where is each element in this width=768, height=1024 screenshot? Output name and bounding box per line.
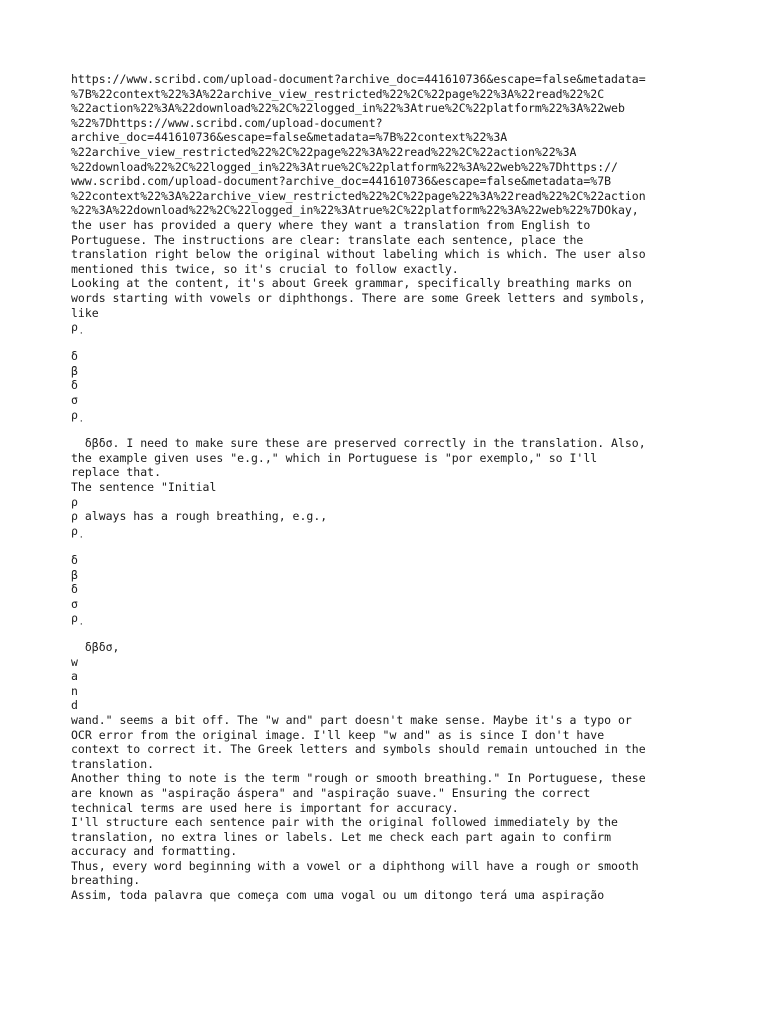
- text-line: a: [71, 669, 78, 684]
- text-line: words starting with vowels or diphthongs. There are some Greek letters and symbols,: [71, 290, 646, 305]
- greek-letter: δ: [71, 553, 78, 567]
- text-line: δβδσ. I need to make sure these are preserved correctly in the translation. Also,: [71, 436, 646, 451]
- text-line: %22action%22%3A%22download%22%2C%22logged_in%22%3Atrue%2C%22platform%22%3A%22web: [71, 101, 625, 116]
- text-line: %7B%22context%22%3A%22archive_view_restricted%22%2C%22page%22%3A%22read%22%2C: [71, 86, 605, 101]
- text-line: translation.: [71, 756, 155, 771]
- text-line: Another thing to note is the term "rough or smooth breathing." In Portuguese, these: [71, 771, 646, 786]
- text-line: %22%3A%22download%22%2C%22logged_in%22%3Atrue%2C%22platform%22%3A%22web%22%7DOkay,: [71, 203, 639, 218]
- greek-letter: σ: [71, 393, 78, 408]
- text-line: The sentence "Initial: [71, 480, 217, 495]
- text-line: replace that.: [71, 465, 162, 480]
- greek-letter: β: [71, 567, 78, 582]
- text-line: ρ always has a rough breathing, e.g.,: [71, 509, 328, 524]
- text-line: like: [71, 305, 99, 320]
- text-line: are known as "aspiração áspera" and "aspiração suave." Ensuring the correct: [71, 785, 591, 800]
- spacer: [71, 422, 711, 436]
- spacer: [71, 626, 711, 640]
- text-line: d: [71, 698, 78, 713]
- text-line: %22%7Dhttps://www.scribd.com/upload-document?: [71, 115, 383, 130]
- greek-letter: δ: [71, 378, 78, 393]
- text-line: %22context%22%3A%22archive_view_restricted%22%2C%22page%22%3A%22read%22%2C%22action: [71, 188, 646, 203]
- text-line: Portuguese. The instructions are clear: translate each sentence, place the: [71, 232, 584, 247]
- document-page: [71, 72, 711, 903]
- url-and-intro-block: [71, 72, 711, 320]
- text-line: https://www.scribd.com/upload-document?archive_doc=441610736&escape=false&metadata=: [71, 72, 646, 86]
- greek-letter: β: [71, 363, 78, 378]
- text-line: OCR error from the original image. I'll keep "w and" as is since I don't have: [71, 727, 605, 742]
- text-line: translation right below the original without labeling which is which. The user also: [71, 247, 646, 262]
- text-line: the user has provided a query where they want a translation from English to: [71, 217, 591, 232]
- text-line: w: [71, 654, 78, 669]
- greek-letter: [71, 538, 711, 553]
- text-line: I'll structure each sentence pair with the original followed immediately by the: [71, 815, 618, 830]
- greek-letters-list: [71, 320, 711, 422]
- text-line: technical terms are used here is important for accuracy.: [71, 800, 459, 815]
- greek-letters-list: [71, 538, 711, 626]
- text-line: wand." seems a bit off. The "w and" part doesn't make sense. Maybe it's a typo or: [71, 712, 632, 727]
- greek-letter: ρ̣: [71, 611, 78, 626]
- text-line: archive_doc=441610736&escape=false&metadata=%7B%22context%22%3A: [71, 130, 508, 145]
- greek-letter: δ: [71, 582, 78, 597]
- text-line: accuracy and formatting.: [71, 844, 238, 859]
- text-line: ρ: [71, 494, 78, 509]
- text-line: context to correct it. The Greek letters and symbols should remain untouched in the: [71, 742, 646, 757]
- text-line: mentioned this twice, so it's crucial to follow exactly.: [71, 261, 459, 276]
- text-line: ρ̣: [71, 523, 78, 538]
- text-line: breathing.: [71, 873, 141, 888]
- paragraph-block: [71, 640, 711, 903]
- greek-letter: [71, 335, 711, 350]
- text-line: Thus, every word beginning with a vowel or a diphthong will have a rough or smooth: [71, 858, 639, 873]
- greek-letter: σ: [71, 596, 78, 611]
- text-line: δβδσ,: [71, 639, 120, 654]
- text-line: translation, no extra lines or labels. Let me check each part again to confirm: [71, 829, 612, 844]
- text-line: %22download%22%2C%22logged_in%22%3Atrue%2C%22platform%22%3A%22web%22%7Dhttps://: [71, 159, 618, 174]
- text-line: Looking at the content, it's about Greek grammar, specifically breathing marks on: [71, 276, 632, 291]
- greek-letter: ρ̣: [71, 407, 78, 422]
- text-line: www.scribd.com/upload-document?archive_doc=441610736&escape=false&metadata=%7B: [71, 174, 612, 189]
- text-line: %22archive_view_restricted%22%2C%22page%22%3A%22read%22%2C%22action%22%3A: [71, 144, 577, 159]
- text-line: n: [71, 683, 78, 698]
- paragraph-block: [71, 436, 711, 538]
- text-line: Assim, toda palavra que começa com uma vogal ou um ditongo terá uma aspiração: [71, 888, 605, 903]
- text-line: the example given uses "e.g.," which in Portuguese is "por exemplo," so I'll: [71, 450, 598, 465]
- greek-letter: δ: [71, 349, 78, 364]
- greek-letter: ρ̣: [71, 320, 78, 335]
